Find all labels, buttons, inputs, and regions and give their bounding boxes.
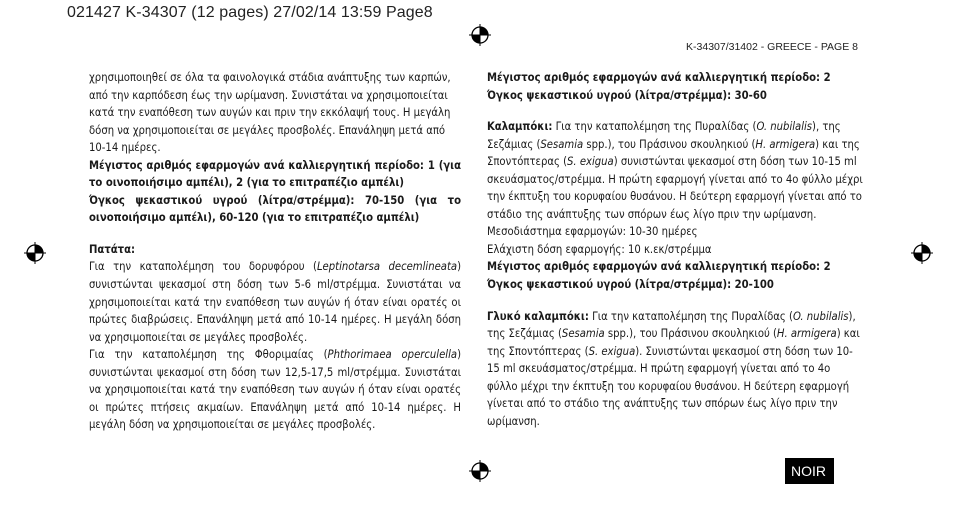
print-slug: 021427 K-34307 (12 pages) 27/02/14 13:59 Page8	[67, 4, 433, 21]
grape-max-applications: Μέγιστος αριθμός εφαρμογών ανά καλλιεργητική περίοδο: 1 (για το οινοποιήσιμο αμπέλι), 2 (για το επιτραπέζιο αμπέλι)	[89, 158, 461, 190]
top-max-applications: Μέγιστος αριθμός εφαρμογών ανά καλλιεργητική περίοδο: 2	[487, 71, 831, 84]
left-column	[89, 69, 461, 434]
corn-spray-volume: Όγκος ψεκαστικού υγρού (λίτρα/στρέμμα): 20-100	[487, 278, 774, 292]
intro-paragraph: χρησιμοποιηθεί σε όλα τα φαινολογικά στάδια ανάπτυξης των καρπών, από την καρπόδεση έως την ωρίμανση. Συνιστάται να χρησιμοποιείται κατά την εναπόθεση των αυγών και πριν την εκκόλαψή τους. Η μεγάλη δόση να χρησιμοποιείται σε μεγάλες προσβολές. Επανάληψη μετά από 10-14 ημέρες.	[89, 71, 451, 155]
potato-heading: Πατάτα:	[89, 242, 136, 256]
right-column	[487, 69, 863, 430]
corn-paragraph: Καλαμπόκι: Για την καταπολέμηση της Πυραλίδας (O. nubilalis), της Σεζάμιας (Sesamia spp.), του Πράσινου σκουληκιού (H. armigera) και της Σποντόπτερας (S. exigua) συνιστώνται ψεκασμοί στη δόση των 10-15 ml σκευάσματος/στρέμμα. Η πρώτη εφαρμογή γίνεται από το 4ο φύλλο μέχρι την έκπτυξη του κορυφαίου θυσάνου. Η δεύτερη εφαρμογή γίνεται από το στάδιο της ανάπτυξης των σπόρων έως λίγο πριν την ωρίμανση.	[487, 120, 863, 221]
corn-min-interval: Ελάχιστη δόση εφαρμογής: 10 κ.εκ/στρέμμα	[487, 242, 712, 256]
color-separation-label: NOIR	[785, 458, 834, 484]
top-spray-volume: Όγκος ψεκαστικού υγρού (λίτρα/στρέμμα): 30-60	[487, 88, 767, 102]
species-name: Phthorimaea operculella	[327, 348, 458, 362]
sweetcorn-heading: Γλυκό καλαμπόκι:	[487, 309, 589, 323]
corn-heading: Καλαμπόκι:	[487, 120, 553, 134]
grape-spray-volume: Όγκος ψεκαστικού υγρού (λίτρα/στρέμμα): 70-150 (για το οινοποιήσιμο αμπέλι), 60-120 (για το επιτραπέζιο αμπέλι)	[89, 193, 461, 225]
registration-mark-left-icon	[24, 242, 46, 264]
corn-interval: Μεσοδιάστημα εφαρμογών: 10-30 ημέρες	[487, 225, 698, 239]
sweetcorn-paragraph: Γλυκό καλαμπόκι: Για την καταπολέμηση της Πυραλίδας (O. nubilalis), της Σεζάμιας (Sesamia spp.), του Πράσινου σκουληκιού (H. armigera) και της Σποντόπτερας (S. exigua). Συνιστώνται ψεκασμοί στη δόση των 10-15 ml σκευάσματος/στρέμμα. Η πρώτη εφαρμογή γίνεται από το 4ο φύλλο μέχρι την έκπτυξη του κορυφαίου θυσάνου. Η δεύτερη εφαρμογή γίνεται από το στάδιο της ανάπτυξης των σπόρων έως λίγο πριν την ωρίμανση.	[487, 309, 860, 428]
species-name: Leptinotarsa decemlineata	[316, 260, 458, 274]
potato-paragraph-1: Για την καταπολέμηση του δορυφόρου (Leptinotarsa decemlineata) συνιστώνται ψεκασμοί στη δόση των 5-6 ml/στρέμμα. Συνιστάται να χρησιμοποιείται κατά την εναπόθεση των αυγών ή όταν είναι ορατές οι πρώτες διαβρώσεις. Επανάληψη μετά από 10-14 ημέρες. Η μεγάλη δόση να χρησιμοποιείται σε μεγάλες προσβολές.	[89, 260, 461, 344]
document-id: K-34307/31402 - GREECE - PAGE 8	[686, 41, 858, 53]
potato-paragraph-2: Για την καταπολέμηση της Φθοριμαίας (Phthorimaea operculella) συνιστώνται ψεκασμοί στη δόση των 12,5-17,5 ml/στρέμμα. Συνιστάται να χρησιμοποιείται κατά την εναπόθεση των αυγών ή όταν είναι ορατές οι πρώτες πτήσεις ακμαίων. Επανάληψη μετά από 10-14 ημέρες. Η μεγάλη δόση να χρησιμοποιείται σε μεγάλες προσβολές.	[89, 348, 461, 432]
registration-mark-bottom-icon	[469, 460, 491, 482]
corn-max-applications: Μέγιστος αριθμός εφαρμογών ανά καλλιεργητική περίοδο: 2	[487, 260, 831, 274]
registration-mark-right-icon	[911, 242, 933, 264]
registration-mark-top-icon	[469, 24, 491, 46]
